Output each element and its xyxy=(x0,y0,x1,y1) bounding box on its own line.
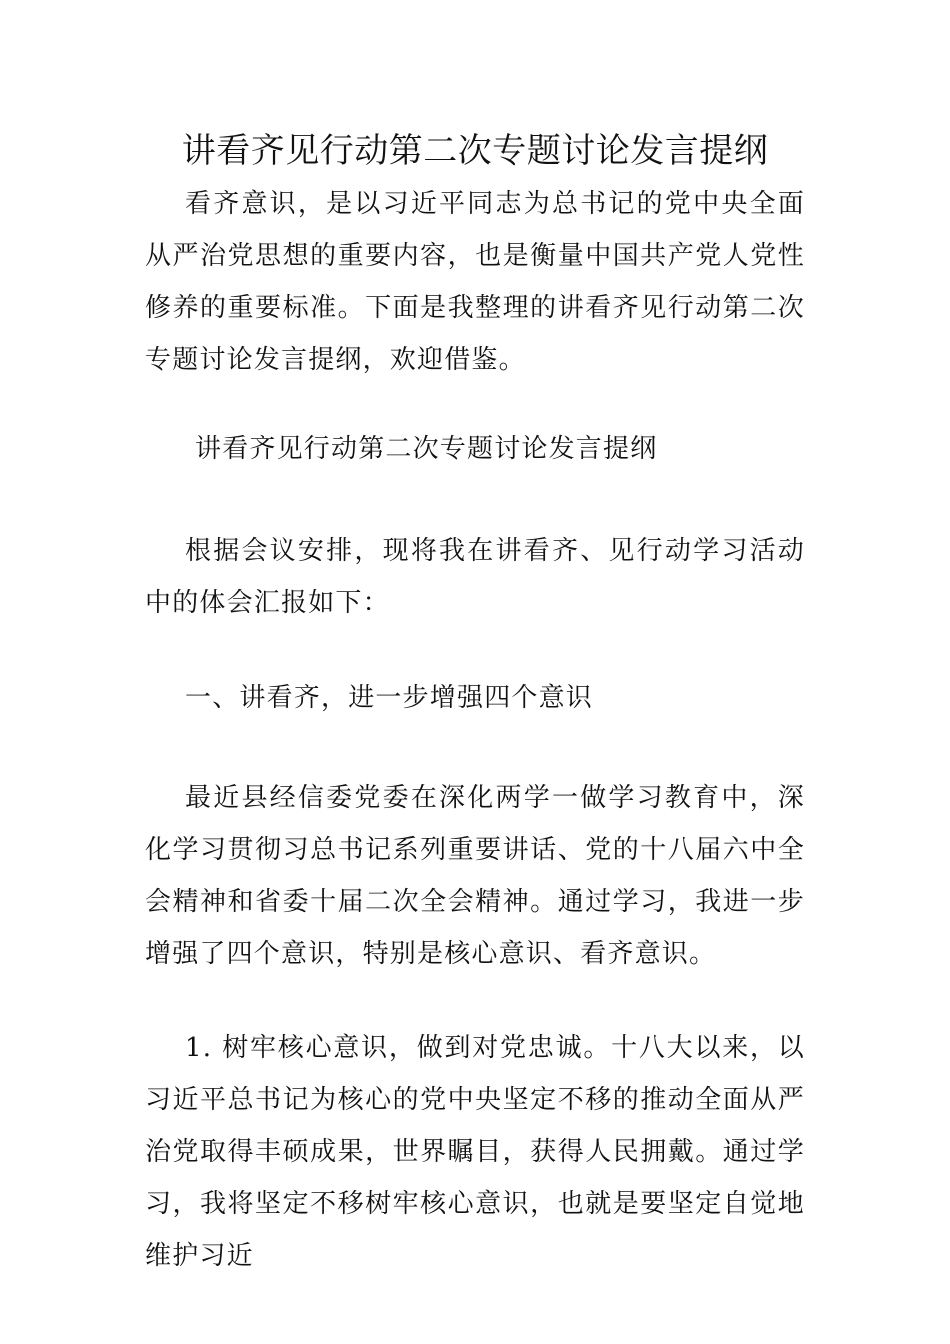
document-title: 讲看齐见行动第二次专题讨论发言提纲 xyxy=(181,131,769,171)
study-paragraph: 最近县经信委党委在深化两学一做学习教育中，深化学习贯彻习总书记系列重要讲话、党的十八届六中全会精神和省委十届二次全会精神。通过学习，我进一步增强了四个意识，特别是核心意识、看齐意识。 xyxy=(145,783,805,969)
intro-paragraph: 看齐意识，是以习近平同志为总书记的党中央全面从严治党思想的重要内容，也是衡量中国共产党人党性修养的重要标准。下面是我整理的讲看齐见行动第二次专题讨论发言提纲，欢迎借鉴。 xyxy=(145,189,805,375)
core-awareness-paragraph: 1. 树牢核心意识，做到对党忠诚。十八大以来，以习近平总书记为核心的党中央坚定不移的推动全面从严治党取得丰硕成果，世界瞩目，获得人民拥戴。通过学习，我将坚定不移树牢核心意识，也就是要坚定自觉地维护习近 xyxy=(145,1033,805,1271)
meeting-paragraph: 根据会议安排，现将我在讲看齐、见行动学习活动中的体会汇报如下： xyxy=(145,536,805,618)
section-heading-1: 一、讲看齐，进一步增强四个意识 xyxy=(185,683,594,713)
subtitle-line: 讲看齐见行动第二次专题讨论发言提纲 xyxy=(195,434,658,464)
